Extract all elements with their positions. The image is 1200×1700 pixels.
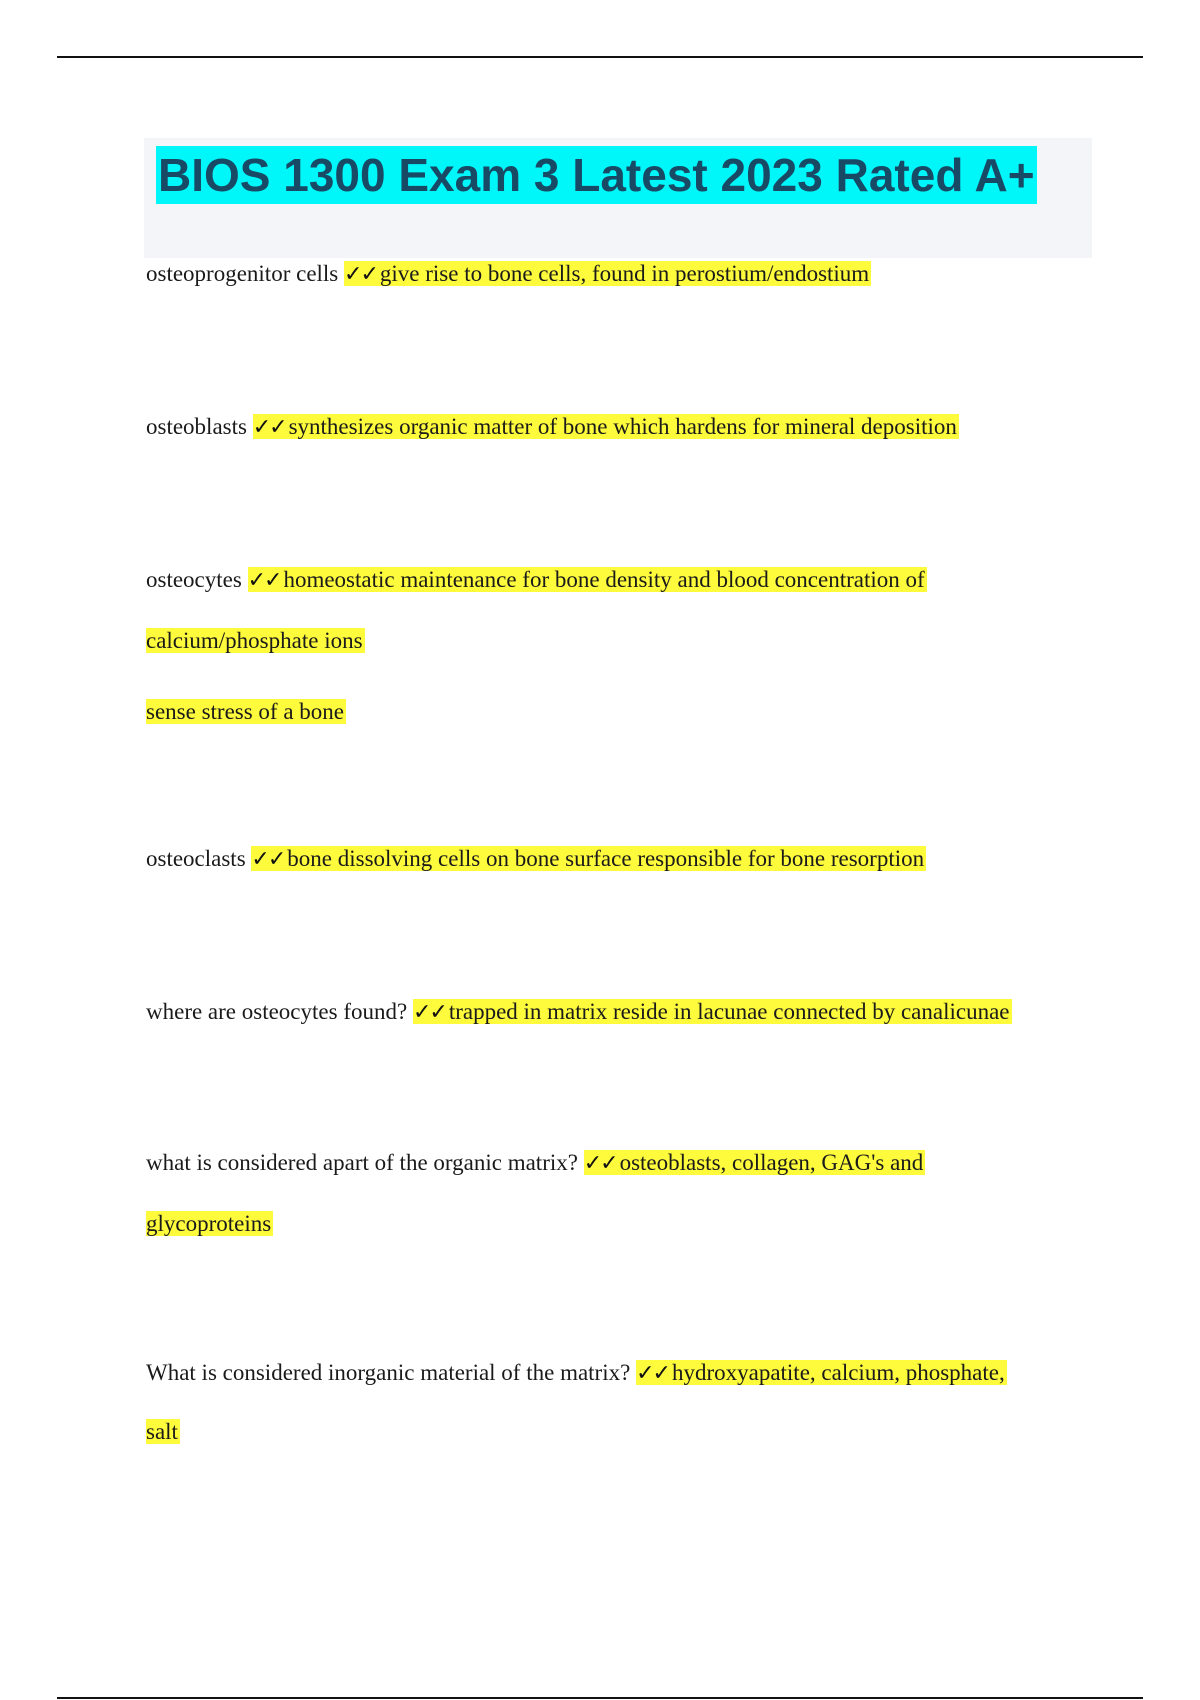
answer-text: give rise to bone cells, found in perostium/endostium	[379, 261, 870, 286]
qa-entry-osteocytes-location	[146, 996, 1012, 1029]
answer-text: hydroxyapatite, calcium, phosphate,	[671, 1360, 1005, 1385]
double-check-icon: ✓✓	[247, 568, 281, 593]
question-text: What is considered inorganic material of the matrix?	[146, 1360, 631, 1385]
answer-highlight	[251, 846, 926, 871]
answer-text: osteoblasts, collagen, GAG's and	[619, 1150, 924, 1175]
answer-text: calcium/phosphate ions	[146, 628, 363, 653]
answer-text: bone dissolving cells on bone surface responsible for bone resorption	[287, 846, 925, 871]
question-text: where are osteocytes found?	[146, 999, 408, 1024]
document-title: BIOS 1300 Exam 3 Latest 2023 Rated A+	[156, 146, 1037, 204]
answer-text: sense stress of a bone	[146, 699, 345, 724]
question-text: osteoblasts	[146, 414, 247, 439]
qa-entry-organic-matrix	[146, 1147, 925, 1180]
answer-text: glycoproteins	[146, 1211, 272, 1236]
qa-entry-osteocytes	[146, 564, 927, 597]
answer-highlight	[636, 1360, 1007, 1385]
qa-entry-osteoprogenitor-cells	[146, 258, 871, 291]
answer-text: synthesizes organic matter of bone which hardens for mineral deposition	[288, 414, 957, 439]
double-check-icon: ✓✓	[412, 1000, 446, 1025]
answer-continuation	[146, 696, 346, 728]
answer-highlight	[344, 261, 871, 286]
double-check-icon: ✓✓	[344, 262, 377, 287]
top-divider	[57, 56, 1143, 58]
answer-continuation	[146, 1416, 180, 1448]
double-check-icon: ✓✓	[252, 415, 286, 440]
answer-text: trapped in matrix reside in lacunae connected by canalicunae	[448, 999, 1010, 1024]
double-check-icon: ✓✓	[636, 1361, 669, 1386]
qa-entry-osteoblasts	[146, 411, 959, 444]
qa-entry-osteoclasts	[146, 843, 926, 876]
question-text: what is considered apart of the organic matrix?	[146, 1150, 578, 1175]
answer-highlight	[253, 414, 959, 439]
answer-continuation	[146, 625, 365, 657]
qa-entry-inorganic-matrix	[146, 1357, 1007, 1390]
bottom-divider	[57, 1697, 1143, 1699]
answer-continuation	[146, 1208, 273, 1240]
question-text: osteocytes	[146, 567, 242, 592]
question-text: osteoclasts	[146, 846, 246, 871]
question-text: osteoprogenitor cells	[146, 261, 339, 286]
answer-highlight	[248, 567, 927, 592]
double-check-icon: ✓✓	[251, 847, 285, 872]
answer-text: salt	[146, 1419, 178, 1444]
double-check-icon: ✓✓	[583, 1151, 617, 1176]
answer-highlight	[413, 999, 1012, 1024]
answer-text: homeostatic maintenance for bone density and blood concentration of	[283, 567, 925, 592]
answer-highlight	[584, 1150, 926, 1175]
